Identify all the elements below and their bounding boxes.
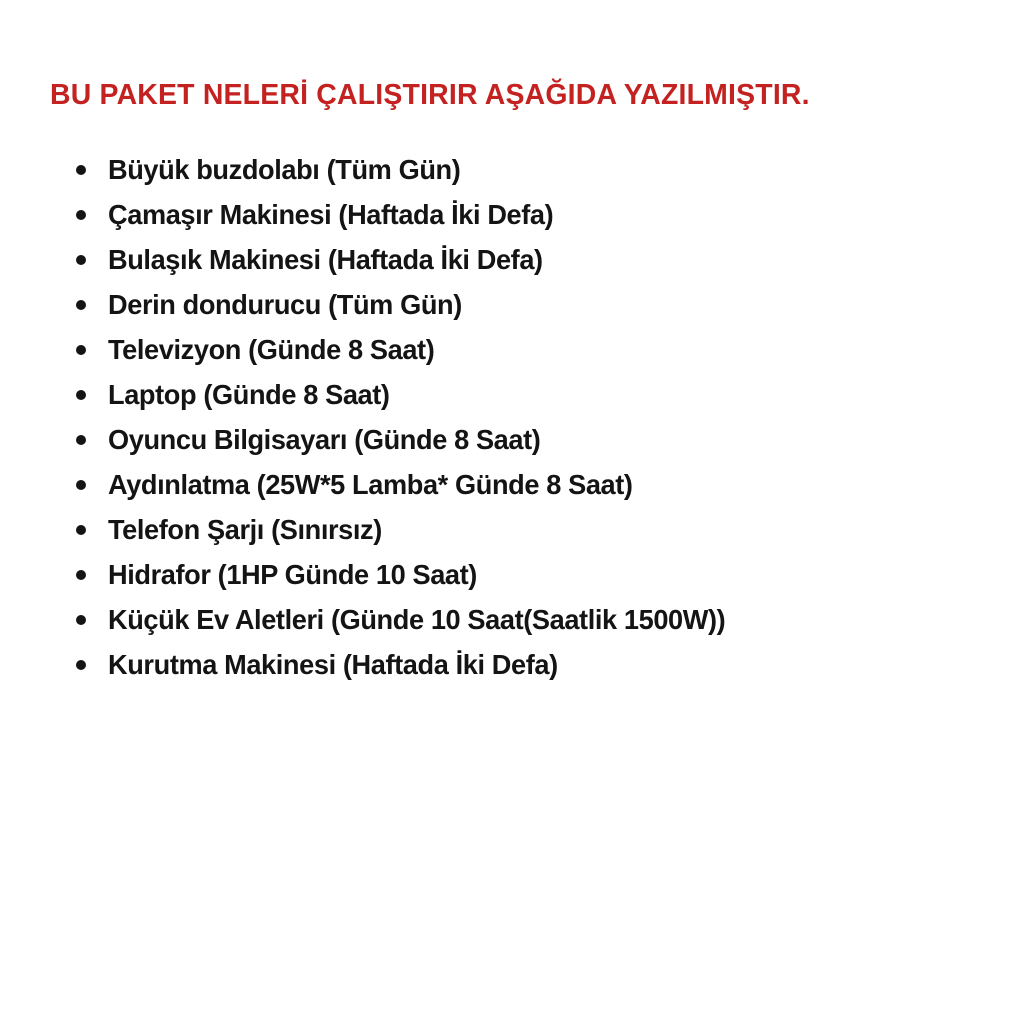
list-item bbox=[76, 327, 744, 372]
bullet-icon bbox=[76, 570, 86, 580]
list-item-label: Hidrafor (1HP Günde 10 Saat) bbox=[108, 558, 477, 590]
list-item-label: Televizyon (Günde 8 Saat) bbox=[108, 333, 435, 365]
bullet-icon bbox=[76, 660, 86, 670]
bullet-icon bbox=[76, 525, 86, 535]
bullet-icon bbox=[76, 615, 86, 625]
list-item-label: Laptop (Günde 8 Saat) bbox=[108, 378, 390, 410]
list-item-label: Telefon Şarjı (Sınırsız) bbox=[108, 513, 382, 545]
list-item bbox=[76, 597, 744, 642]
bullet-icon bbox=[76, 210, 86, 220]
list-item-label: Aydınlatma (25W*5 Lamba* Günde 8 Saat) bbox=[108, 468, 633, 500]
bullet-icon bbox=[76, 165, 86, 175]
list-item-label: Derin dondurucu (Tüm Gün) bbox=[108, 288, 462, 320]
bullet-icon bbox=[76, 390, 86, 400]
list-item-label: Kurutma Makinesi (Haftada İki Defa) bbox=[108, 648, 558, 680]
list-item bbox=[76, 192, 744, 237]
bullet-icon bbox=[76, 255, 86, 265]
list-item-label: Büyük buzdolabı (Tüm Gün) bbox=[108, 153, 461, 185]
bullet-icon bbox=[76, 480, 86, 490]
list-item bbox=[76, 237, 744, 282]
list-item bbox=[76, 282, 744, 327]
list-item bbox=[76, 642, 744, 687]
appliance-list bbox=[76, 147, 744, 687]
list-item bbox=[76, 147, 744, 192]
list-item-label: Oyuncu Bilgisayarı (Günde 8 Saat) bbox=[108, 423, 541, 455]
bullet-icon bbox=[76, 300, 86, 310]
list-item-label: Küçük Ev Aletleri (Günde 10 Saat(Saatlik 1500W)) bbox=[108, 603, 726, 635]
list-item bbox=[76, 462, 744, 507]
list-item bbox=[76, 507, 744, 552]
list-item bbox=[76, 417, 744, 462]
page-title: BU PAKET NELERİ ÇALIŞTIRIR AŞAĞIDA YAZILMIŞTIR. bbox=[50, 79, 810, 112]
list-item-label: Bulaşık Makinesi (Haftada İki Defa) bbox=[108, 243, 543, 275]
list-item-label: Çamaşır Makinesi (Haftada İki Defa) bbox=[108, 198, 554, 230]
list-item bbox=[76, 372, 744, 417]
bullet-icon bbox=[76, 345, 86, 355]
list-item bbox=[76, 552, 744, 597]
bullet-icon bbox=[76, 435, 86, 445]
